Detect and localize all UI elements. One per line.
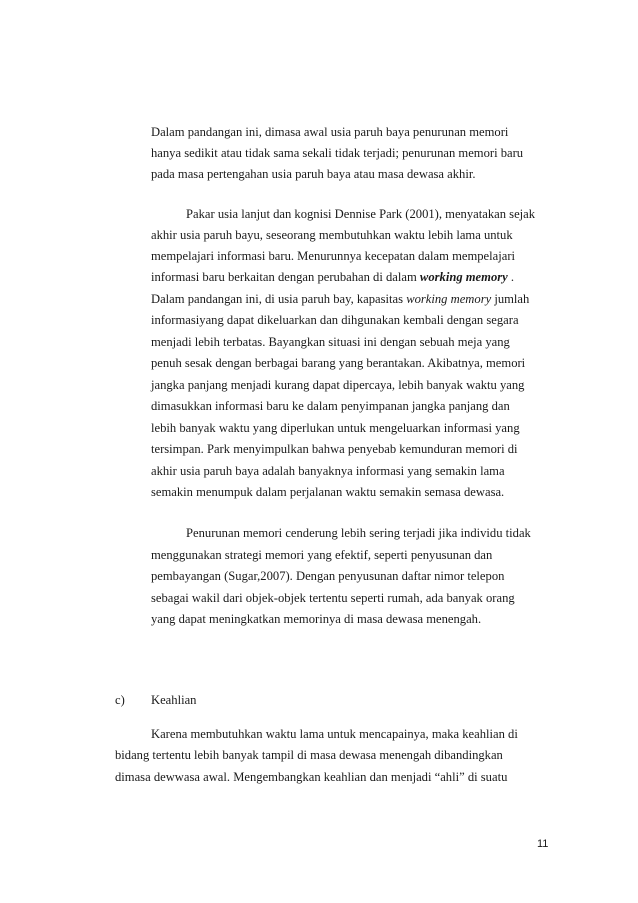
paragraph-2-line-1: Pakar usia lanjut dan kognisi Dennise Park (2001), menyatakan sejak bbox=[186, 207, 536, 221]
paragraph-2-line-12: tersimpan. Park menyimpulkan bahwa penyebab kemunduran memori di bbox=[151, 442, 518, 456]
paragraph-2-line-3: mempelajari informasi baru. Menurunnya kecepatan dalam mempelajari bbox=[151, 249, 516, 263]
line-text: Dalam pandangan ini, di usia paruh bay, kapasitas bbox=[151, 292, 407, 306]
paragraph-2-line-10: dimasukkan informasi baru ke dalam penyimpanan jangka panjang dan bbox=[151, 399, 510, 413]
line-text: informasi baru berkaitan dengan perubahan di dalam bbox=[151, 270, 420, 284]
paragraph-1-line-3: pada masa pertengahan usia paruh baya atau masa dewasa akhir. bbox=[151, 167, 476, 181]
paragraph-2-line-9: jangka panjang menjadi kurang dapat dipercaya, lebih banyak waktu yang bbox=[151, 378, 525, 392]
paragraph-2-line-11: lebih banyak waktu yang diperlukan untuk mengeluarkan informasi yang bbox=[151, 421, 520, 435]
term-working-memory-bold: working memory bbox=[419, 270, 508, 284]
paragraph-4-line-2: bidang tertentu lebih banyak tampil di masa dewasa menengah dibandingkan bbox=[115, 748, 503, 762]
paragraph-4-line-1: Karena membutuhkan waktu lama untuk mencapainya, maka keahlian di bbox=[151, 727, 518, 741]
paragraph-2-line-5 bbox=[151, 291, 529, 307]
paragraph-3-line-2: menggunakan strategi memori yang efektif, seperti penyusunan dan bbox=[151, 548, 493, 562]
page-number: 11 bbox=[537, 838, 549, 850]
paragraph-3-line-4: sebagai wakil dari objek-objek tertentu seperti rumah, ada banyak orang bbox=[151, 591, 515, 605]
paragraph-2-line-7: menjadi lebih terbatas. Bayangkan situasi ini dengan sebuah meja yang bbox=[151, 335, 510, 349]
paragraph-4-line-3: dimasa dewwasa awal. Mengembangkan keahlian dan menjadi “ahli” di suatu bbox=[115, 770, 508, 784]
paragraph-3-line-1: Penurunan memori cenderung lebih sering terjadi jika individu tidak bbox=[186, 526, 531, 540]
section-marker: c) bbox=[115, 693, 125, 707]
paragraph-3-line-5: yang dapat meningkatkan memorinya di masa dewasa menengah. bbox=[151, 612, 482, 626]
term-working-memory-italic: working memory bbox=[406, 292, 492, 306]
section-heading: Keahlian bbox=[151, 693, 197, 707]
paragraph-2-line-13: akhir usia paruh baya adalah banyaknya informasi yang semakin lama bbox=[151, 464, 505, 478]
paragraph-1-line-2: hanya sedikit atau tidak sama sekali tidak terjadi; penurunan memori baru bbox=[151, 146, 524, 160]
line-text: . bbox=[507, 270, 515, 284]
paragraph-2-line-8: penuh sesak dengan berbagai barang yang berantakan. Akibatnya, memori bbox=[151, 356, 526, 370]
paragraph-1-line-1: Dalam pandangan ini, dimasa awal usia paruh baya penurunan memori bbox=[151, 125, 509, 139]
paragraph-2-line-2: akhir usia paruh bayu, seseorang membutuhkan waktu lebih lama untuk bbox=[151, 228, 513, 242]
paragraph-2-line-4 bbox=[151, 269, 514, 285]
line-text: jumlah bbox=[491, 292, 530, 306]
paragraph-2-line-14: semakin menumpuk dalam perjalanan waktu semakin semasa dewasa. bbox=[151, 485, 505, 499]
paragraph-2-line-6: informasiyang dapat dikeluarkan dan dihgunakan kembali dengan segara bbox=[151, 313, 519, 327]
paragraph-3-line-3: pembayangan (Sugar,2007). Dengan penyusunan daftar nimor telepon bbox=[151, 569, 505, 583]
